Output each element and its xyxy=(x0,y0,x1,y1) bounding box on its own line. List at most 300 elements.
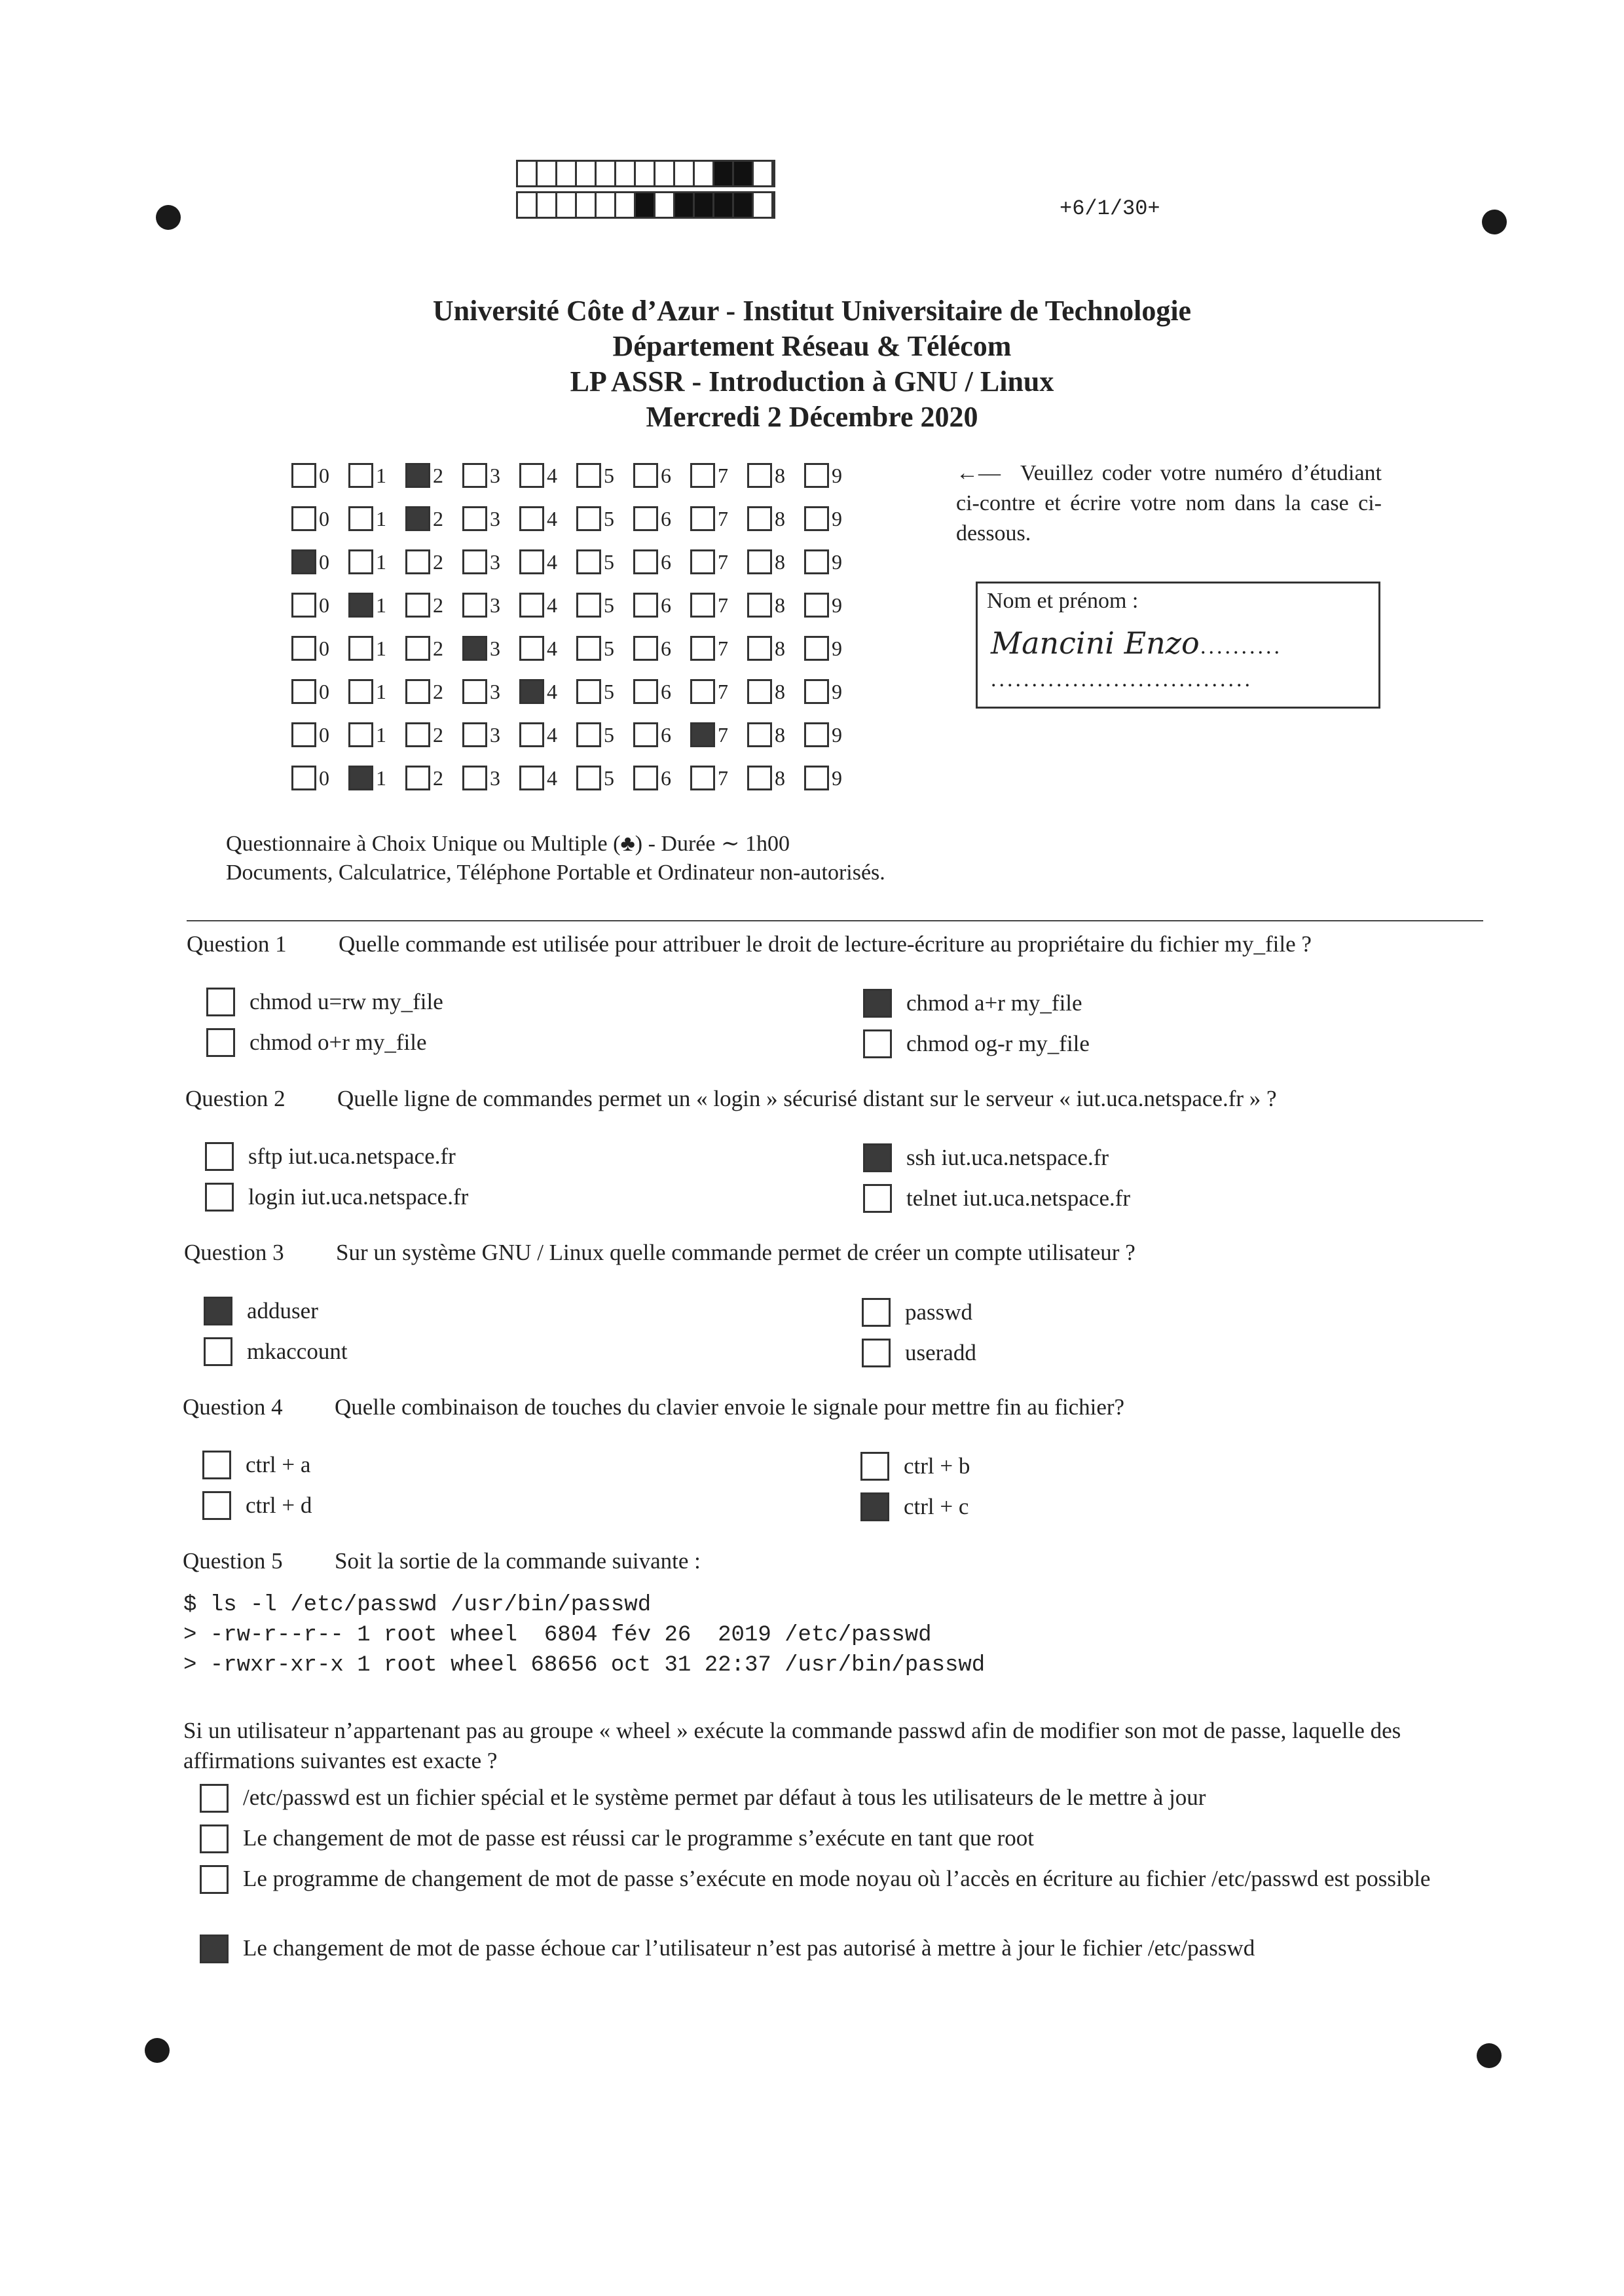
digit-cell[interactable] xyxy=(633,593,690,618)
digit-label: 4 xyxy=(547,506,557,530)
digit-label: 1 xyxy=(376,593,386,617)
q1-option-1[interactable] xyxy=(206,988,443,1016)
digit-label: 5 xyxy=(604,549,614,574)
student-number-row xyxy=(291,497,861,540)
digit-label: 2 xyxy=(433,593,443,617)
digit-checkbox[interactable] xyxy=(804,722,829,747)
digit-cell[interactable] xyxy=(519,679,576,704)
digit-label: 5 xyxy=(604,679,614,703)
q1-option-2[interactable] xyxy=(206,1028,427,1057)
checkbox[interactable] xyxy=(206,988,235,1016)
digit-checkbox[interactable] xyxy=(576,766,601,790)
digit-checkbox[interactable] xyxy=(576,593,601,618)
digit-cell[interactable] xyxy=(462,722,519,747)
digit-checkbox[interactable] xyxy=(633,593,658,618)
digit-cell[interactable] xyxy=(405,636,462,661)
checkbox[interactable] xyxy=(202,1491,231,1520)
option-label: chmod u=rw my_file xyxy=(249,989,443,1014)
digit-label: 6 xyxy=(661,636,671,660)
digit-cell[interactable] xyxy=(348,463,405,488)
digit-checkbox[interactable] xyxy=(576,679,601,704)
digit-cell[interactable] xyxy=(747,679,804,704)
digit-label: 8 xyxy=(775,722,785,747)
barcode-cell xyxy=(577,193,597,217)
option-label: login iut.uca.netspace.fr xyxy=(248,1184,469,1210)
digit-checkbox[interactable] xyxy=(633,463,658,488)
digit-checkbox[interactable] xyxy=(690,679,715,704)
digit-checkbox[interactable] xyxy=(348,679,373,704)
digit-cell[interactable] xyxy=(747,593,804,618)
header-course: LP ASSR - Introduction à GNU / Linux xyxy=(570,365,1054,398)
digit-checkbox[interactable] xyxy=(291,679,316,704)
digit-cell[interactable] xyxy=(462,506,519,531)
q5-option-1[interactable] xyxy=(200,1783,1490,1813)
digit-checkbox[interactable] xyxy=(747,766,772,790)
digit-checkbox[interactable] xyxy=(576,549,601,574)
digit-checkbox[interactable] xyxy=(348,506,373,531)
digit-checkbox[interactable] xyxy=(519,636,544,661)
digit-checkbox[interactable] xyxy=(405,636,430,661)
digit-checkbox[interactable] xyxy=(291,722,316,747)
digit-checkbox[interactable] xyxy=(348,766,373,790)
digit-cell[interactable] xyxy=(690,593,747,618)
q5-option-4[interactable] xyxy=(200,1933,1490,1963)
digit-cell[interactable] xyxy=(291,593,348,618)
question-2-label: Question 2 xyxy=(185,1086,286,1111)
digit-checkbox[interactable] xyxy=(690,549,715,574)
digit-cell[interactable] xyxy=(519,722,576,747)
digit-checkbox[interactable] xyxy=(747,463,772,488)
digit-cell[interactable] xyxy=(519,636,576,661)
digit-checkbox[interactable] xyxy=(462,679,487,704)
digit-label: 8 xyxy=(775,463,785,487)
barcode-cell xyxy=(655,193,675,217)
digit-checkbox[interactable] xyxy=(747,549,772,574)
digit-checkbox[interactable] xyxy=(690,506,715,531)
digit-label: 5 xyxy=(604,636,614,660)
barcode-cell xyxy=(557,162,577,185)
digit-checkbox[interactable] xyxy=(405,506,430,531)
checkbox[interactable] xyxy=(204,1337,232,1366)
barcode-cell xyxy=(577,162,597,185)
digit-cell[interactable] xyxy=(633,679,690,704)
digit-checkbox[interactable] xyxy=(747,679,772,704)
question-3-label: Question 3 xyxy=(184,1240,284,1265)
digit-label: 7 xyxy=(718,766,728,790)
digit-cell[interactable] xyxy=(405,463,462,488)
question-3-text: Sur un système GNU / Linux quelle commande permet de créer un compte utilisateur ? xyxy=(336,1240,1135,1265)
digit-label: 9 xyxy=(832,679,842,703)
digit-cell[interactable] xyxy=(519,549,576,574)
digit-cell[interactable] xyxy=(348,722,405,747)
digit-checkbox[interactable] xyxy=(291,766,316,790)
digit-cell[interactable] xyxy=(633,463,690,488)
digit-cell[interactable] xyxy=(462,679,519,704)
digit-label: 6 xyxy=(661,766,671,790)
digit-cell[interactable] xyxy=(405,549,462,574)
digit-checkbox[interactable] xyxy=(576,463,601,488)
digit-cell[interactable] xyxy=(747,549,804,574)
option-label: telnet iut.uca.netspace.fr xyxy=(906,1185,1131,1211)
checkbox[interactable] xyxy=(860,1492,889,1521)
checkbox[interactable] xyxy=(862,1339,891,1367)
checkbox[interactable] xyxy=(200,1824,229,1853)
digit-checkbox[interactable] xyxy=(519,549,544,574)
digit-checkbox[interactable] xyxy=(519,722,544,747)
digit-checkbox[interactable] xyxy=(690,463,715,488)
digit-cell[interactable] xyxy=(804,549,861,574)
checkbox[interactable] xyxy=(860,1452,889,1481)
barcode-cell xyxy=(655,162,675,185)
digit-cell[interactable] xyxy=(690,636,747,661)
question-4-heading xyxy=(183,1394,1124,1420)
digit-checkbox[interactable] xyxy=(462,506,487,531)
digit-label: 0 xyxy=(319,722,329,747)
checkbox[interactable] xyxy=(206,1028,235,1057)
digit-checkbox[interactable] xyxy=(348,722,373,747)
digit-cell[interactable] xyxy=(519,463,576,488)
digit-cell[interactable] xyxy=(690,463,747,488)
digit-checkbox[interactable] xyxy=(633,549,658,574)
digit-cell[interactable] xyxy=(405,506,462,531)
registration-dot-top-right xyxy=(1482,210,1507,234)
digit-cell[interactable] xyxy=(405,679,462,704)
q5-option-3[interactable] xyxy=(200,1864,1490,1894)
q4-option-3[interactable] xyxy=(860,1452,970,1481)
digit-label: 2 xyxy=(433,636,443,660)
digit-checkbox[interactable] xyxy=(690,636,715,661)
digit-cell[interactable] xyxy=(405,722,462,747)
option-label: chmod o+r my_file xyxy=(249,1029,427,1055)
digit-cell[interactable] xyxy=(804,463,861,488)
digit-label: 1 xyxy=(376,722,386,747)
digit-checkbox[interactable] xyxy=(405,722,430,747)
registration-dot-bottom-left xyxy=(145,2038,170,2063)
option-label: /etc/passwd est un fichier spécial et le système permet par défaut à tous les utilisateurs de le mettre à jour xyxy=(243,1785,1206,1810)
digit-cell[interactable] xyxy=(576,549,633,574)
digit-checkbox[interactable] xyxy=(519,679,544,704)
digit-label: 1 xyxy=(376,679,386,703)
digit-cell[interactable] xyxy=(291,722,348,747)
digit-cell[interactable] xyxy=(519,506,576,531)
digit-cell[interactable] xyxy=(747,722,804,747)
digit-label: 0 xyxy=(319,766,329,790)
digit-label: 0 xyxy=(319,593,329,617)
barcode-cell xyxy=(636,193,655,217)
digit-checkbox[interactable] xyxy=(462,463,487,488)
digit-checkbox[interactable] xyxy=(348,549,373,574)
checkbox[interactable] xyxy=(863,1029,892,1058)
digit-cell[interactable] xyxy=(633,722,690,747)
question-1-heading xyxy=(187,931,1312,957)
barcode-cell xyxy=(597,162,616,185)
digit-checkbox[interactable] xyxy=(462,549,487,574)
digit-cell[interactable] xyxy=(747,636,804,661)
name-dots-line-2: ................................ xyxy=(991,667,1253,692)
question-2-heading xyxy=(185,1086,1277,1112)
digit-cell[interactable] xyxy=(633,636,690,661)
digit-checkbox[interactable] xyxy=(519,463,544,488)
digit-cell[interactable] xyxy=(804,722,861,747)
digit-label: 9 xyxy=(832,506,842,530)
digit-checkbox[interactable] xyxy=(633,636,658,661)
digit-cell[interactable] xyxy=(690,549,747,574)
digit-checkbox[interactable] xyxy=(690,722,715,747)
digit-checkbox[interactable] xyxy=(804,549,829,574)
digit-label: 4 xyxy=(547,722,557,747)
digit-cell[interactable] xyxy=(348,549,405,574)
barcode-cell xyxy=(714,162,734,185)
digit-label: 2 xyxy=(433,679,443,703)
checkbox[interactable] xyxy=(204,1297,232,1325)
digit-cell[interactable] xyxy=(633,506,690,531)
q2-option-3[interactable] xyxy=(863,1143,1109,1172)
digit-cell[interactable] xyxy=(804,766,861,790)
registration-dot-bottom-right xyxy=(1477,2043,1502,2068)
digit-checkbox[interactable] xyxy=(519,506,544,531)
digit-checkbox[interactable] xyxy=(405,463,430,488)
digit-checkbox[interactable] xyxy=(405,766,430,790)
digit-checkbox[interactable] xyxy=(804,679,829,704)
q2-option-1[interactable] xyxy=(205,1142,456,1171)
digit-checkbox[interactable] xyxy=(519,593,544,618)
barcode-cell xyxy=(636,162,655,185)
digit-checkbox[interactable] xyxy=(462,766,487,790)
digit-cell[interactable] xyxy=(804,636,861,661)
digit-label: 5 xyxy=(604,766,614,790)
checkbox[interactable] xyxy=(863,1184,892,1213)
name-label: Nom et prénom : xyxy=(987,589,1139,613)
digit-cell[interactable] xyxy=(747,766,804,790)
instructions-text: Veuillez coder votre numéro d’étudiant ci-contre et écrire votre nom dans la case ci-dessous. xyxy=(956,461,1382,546)
q1-option-4[interactable] xyxy=(863,1029,1090,1058)
checkbox[interactable] xyxy=(200,1865,229,1894)
digit-checkbox[interactable] xyxy=(519,766,544,790)
digit-checkbox[interactable] xyxy=(291,463,316,488)
digit-checkbox[interactable] xyxy=(462,636,487,661)
exam-info-line-2: Documents, Calculatrice, Téléphone Portable et Ordinateur non-autorisés. xyxy=(226,861,885,885)
digit-label: 2 xyxy=(433,549,443,574)
digit-label: 8 xyxy=(775,679,785,703)
question-5-label: Question 5 xyxy=(183,1548,283,1574)
barcode-cell xyxy=(518,193,538,217)
digit-cell[interactable] xyxy=(462,766,519,790)
digit-checkbox[interactable] xyxy=(633,506,658,531)
digit-checkbox[interactable] xyxy=(690,593,715,618)
digit-cell[interactable] xyxy=(291,766,348,790)
digit-label: 1 xyxy=(376,549,386,574)
digit-cell[interactable] xyxy=(348,679,405,704)
digit-checkbox[interactable] xyxy=(291,549,316,574)
checkbox[interactable] xyxy=(202,1451,231,1479)
digit-cell[interactable] xyxy=(405,766,462,790)
digit-label: 3 xyxy=(490,549,500,574)
digit-cell[interactable] xyxy=(804,593,861,618)
name-box[interactable] xyxy=(976,582,1380,709)
digit-checkbox[interactable] xyxy=(576,636,601,661)
digit-label: 9 xyxy=(832,463,842,487)
student-number-row xyxy=(291,627,861,670)
digit-cell[interactable] xyxy=(291,636,348,661)
digit-label: 3 xyxy=(490,679,500,703)
checkbox[interactable] xyxy=(205,1183,234,1212)
digit-label: 8 xyxy=(775,766,785,790)
digit-label: 8 xyxy=(775,549,785,574)
digit-checkbox[interactable] xyxy=(690,766,715,790)
digit-label: 5 xyxy=(604,593,614,617)
digit-cell[interactable] xyxy=(576,593,633,618)
digit-checkbox[interactable] xyxy=(747,506,772,531)
digit-label: 7 xyxy=(718,549,728,574)
q2-option-2[interactable] xyxy=(205,1183,468,1212)
digit-label: 7 xyxy=(718,463,728,487)
digit-cell[interactable] xyxy=(747,506,804,531)
digit-checkbox[interactable] xyxy=(633,679,658,704)
digit-cell[interactable] xyxy=(576,636,633,661)
digit-label: 9 xyxy=(832,593,842,617)
digit-cell[interactable] xyxy=(462,463,519,488)
digit-checkbox[interactable] xyxy=(804,636,829,661)
digit-cell[interactable] xyxy=(690,679,747,704)
digit-checkbox[interactable] xyxy=(291,506,316,531)
digit-checkbox[interactable] xyxy=(804,593,829,618)
barcode-cell xyxy=(734,162,754,185)
checkbox[interactable] xyxy=(863,989,892,1018)
digit-checkbox[interactable] xyxy=(462,593,487,618)
digit-cell[interactable] xyxy=(690,506,747,531)
q1-option-3[interactable] xyxy=(863,989,1082,1018)
digit-checkbox[interactable] xyxy=(804,766,829,790)
digit-cell[interactable] xyxy=(576,506,633,531)
q3-option-2[interactable] xyxy=(204,1337,348,1366)
digit-cell[interactable] xyxy=(576,766,633,790)
digit-cell[interactable] xyxy=(291,506,348,531)
option-label: ctrl + b xyxy=(904,1453,970,1479)
digit-cell[interactable] xyxy=(291,549,348,574)
digit-checkbox[interactable] xyxy=(405,679,430,704)
barcode-row-1 xyxy=(516,160,775,187)
digit-label: 7 xyxy=(718,636,728,660)
barcode-cell xyxy=(734,193,754,217)
digit-label: 7 xyxy=(718,722,728,747)
digit-checkbox[interactable] xyxy=(747,722,772,747)
student-number-row xyxy=(291,713,861,756)
digit-cell[interactable] xyxy=(519,766,576,790)
digit-cell[interactable] xyxy=(747,463,804,488)
digit-checkbox[interactable] xyxy=(804,463,829,488)
digit-checkbox[interactable] xyxy=(576,506,601,531)
digit-label: 2 xyxy=(433,506,443,530)
digit-checkbox[interactable] xyxy=(348,636,373,661)
digit-label: 2 xyxy=(433,463,443,487)
digit-checkbox[interactable] xyxy=(747,636,772,661)
student-number-row xyxy=(291,756,861,800)
digit-checkbox[interactable] xyxy=(462,722,487,747)
digit-cell[interactable] xyxy=(804,506,861,531)
digit-cell[interactable] xyxy=(690,766,747,790)
digit-cell[interactable] xyxy=(633,766,690,790)
q3-option-3[interactable] xyxy=(862,1298,972,1327)
barcode-cell xyxy=(695,162,714,185)
digit-checkbox[interactable] xyxy=(291,636,316,661)
checkbox[interactable] xyxy=(205,1142,234,1171)
checkbox[interactable] xyxy=(863,1143,892,1172)
digit-checkbox[interactable] xyxy=(747,593,772,618)
digit-cell[interactable] xyxy=(291,463,348,488)
barcode-cell xyxy=(518,162,538,185)
digit-label: 1 xyxy=(376,506,386,530)
digit-label: 3 xyxy=(490,722,500,747)
digit-cell[interactable] xyxy=(291,679,348,704)
digit-cell[interactable] xyxy=(405,593,462,618)
digit-cell[interactable] xyxy=(462,549,519,574)
digit-checkbox[interactable] xyxy=(633,722,658,747)
digit-checkbox[interactable] xyxy=(348,593,373,618)
digit-cell[interactable] xyxy=(633,549,690,574)
digit-cell[interactable] xyxy=(804,679,861,704)
q2-option-4[interactable] xyxy=(863,1184,1130,1213)
digit-checkbox[interactable] xyxy=(804,506,829,531)
digit-checkbox[interactable] xyxy=(405,593,430,618)
digit-cell[interactable] xyxy=(576,463,633,488)
q5-option-2[interactable] xyxy=(200,1823,1490,1853)
q4-option-1[interactable] xyxy=(202,1451,310,1479)
question-1-text: Quelle commande est utilisée pour attribuer le droit de lecture-écriture au propriétaire du fichier my_file ? xyxy=(339,931,1312,957)
q4-option-4[interactable] xyxy=(860,1492,969,1521)
digit-label: 6 xyxy=(661,549,671,574)
digit-label: 5 xyxy=(604,722,614,747)
question-5-text: Soit la sortie de la commande suivante : xyxy=(335,1548,701,1574)
digit-cell[interactable] xyxy=(348,766,405,790)
checkbox[interactable] xyxy=(862,1298,891,1327)
digit-cell[interactable] xyxy=(519,593,576,618)
code-line-1: $ ls -l /etc/passwd /usr/bin/passwd xyxy=(183,1593,652,1618)
digit-cell[interactable] xyxy=(462,636,519,661)
digit-checkbox[interactable] xyxy=(576,722,601,747)
q3-option-1[interactable] xyxy=(204,1297,318,1325)
digit-label: 5 xyxy=(604,463,614,487)
digit-checkbox[interactable] xyxy=(405,549,430,574)
option-label: ssh iut.uca.netspace.fr xyxy=(906,1145,1109,1170)
digit-cell[interactable] xyxy=(348,593,405,618)
digit-label: 8 xyxy=(775,636,785,660)
q3-option-4[interactable] xyxy=(862,1339,976,1367)
question-1-label: Question 1 xyxy=(187,931,287,957)
digit-cell[interactable] xyxy=(462,593,519,618)
option-label: mkaccount xyxy=(247,1339,348,1364)
digit-label: 4 xyxy=(547,679,557,703)
digit-cell[interactable] xyxy=(576,679,633,704)
checkbox[interactable] xyxy=(200,1935,229,1963)
digit-cell[interactable] xyxy=(348,636,405,661)
digit-checkbox[interactable] xyxy=(291,593,316,618)
checkbox[interactable] xyxy=(200,1784,229,1813)
digit-cell[interactable] xyxy=(576,722,633,747)
option-label: ctrl + a xyxy=(246,1452,311,1477)
option-label: Le changement de mot de passe est réussi car le programme s’exécute en tant que root xyxy=(243,1825,1034,1851)
q4-option-2[interactable] xyxy=(202,1491,312,1520)
barcode-cell xyxy=(597,193,616,217)
student-number-row xyxy=(291,454,861,497)
digit-label: 4 xyxy=(547,593,557,617)
digit-label: 0 xyxy=(319,636,329,660)
digit-checkbox[interactable] xyxy=(633,766,658,790)
question-4-text: Quelle combinaison de touches du clavier envoie le signale pour mettre fin au fichier? xyxy=(335,1394,1125,1420)
digit-cell[interactable] xyxy=(690,722,747,747)
digit-checkbox[interactable] xyxy=(348,463,373,488)
digit-cell[interactable] xyxy=(348,506,405,531)
separator-rule xyxy=(187,920,1483,921)
